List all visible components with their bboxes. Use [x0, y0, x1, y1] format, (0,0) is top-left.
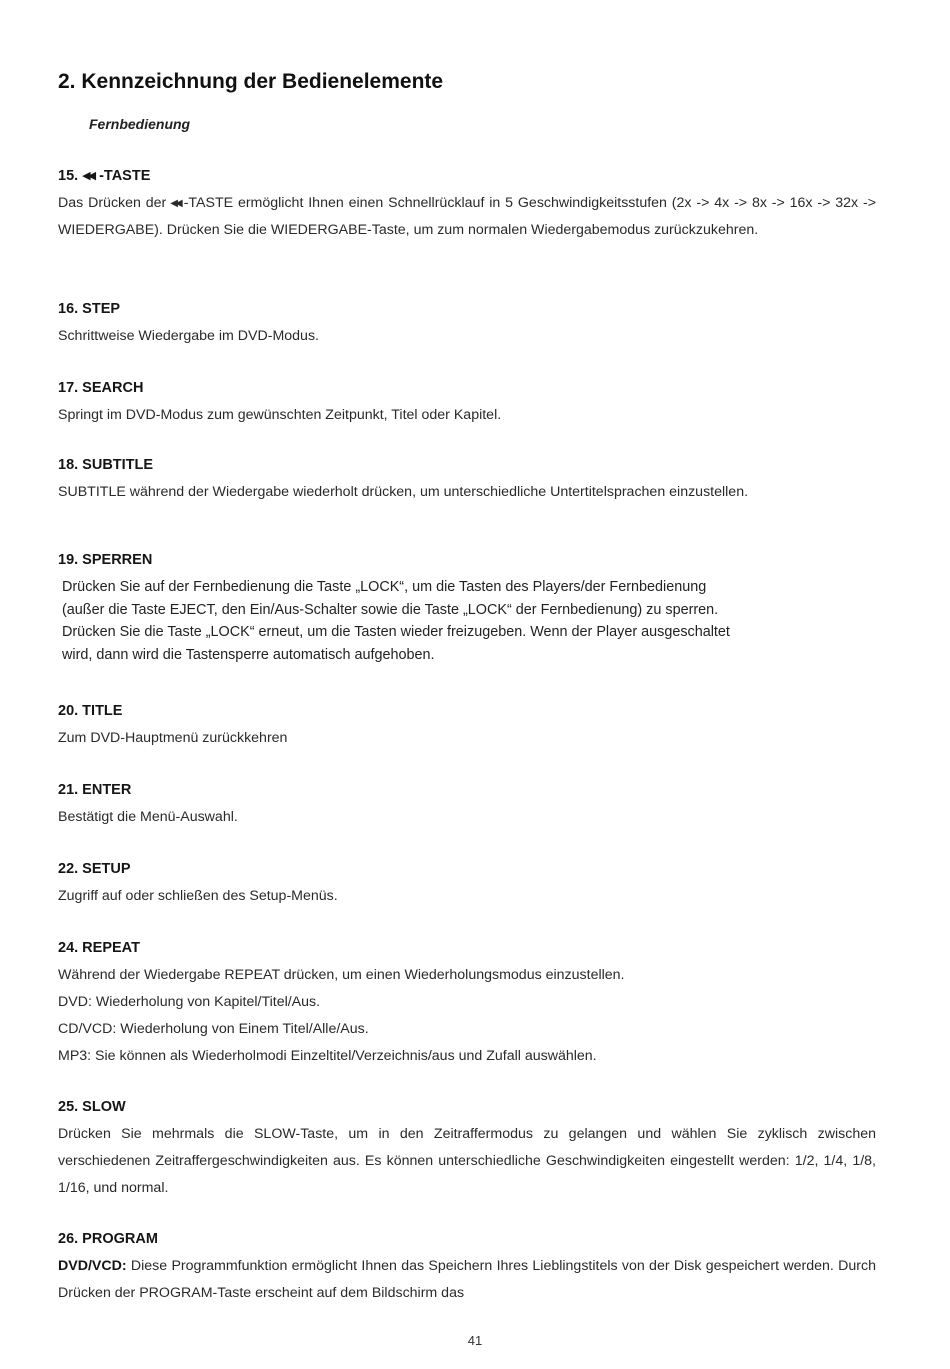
section-heading: 21. ENTER — [58, 782, 132, 798]
body-line: wird, dann wird die Tastensperre automatisch aufgehoben. — [62, 646, 435, 663]
section-heading: 26. PROGRAM — [58, 1231, 158, 1247]
section-16-step — [58, 299, 876, 350]
section-heading: 19. SPERREN — [58, 552, 153, 568]
section-heading: 22. SETUP — [58, 861, 131, 877]
body-text-after-icon: -TASTE ermöglicht Ihnen einen Schnellrücklauf in 5 Geschwindigkeitsstufen (2x -> 4x -> 8x -> 16x -> 32x -> WIEDERGABE). Drücken Sie die WIEDERGABE-Taste, um zum normalen Wiedergabemodus zurückzukehren. — [58, 195, 877, 238]
section-body: Bestätigt die Menü-Auswahl. — [58, 809, 238, 825]
section-heading: 16. STEP — [58, 301, 121, 317]
section-20-title — [58, 701, 876, 752]
body-line: CD/VCD: Wiederholung von Einem Titel/Alle/Aus. — [58, 1021, 369, 1037]
section-body — [58, 190, 876, 244]
chapter-title: 2. Kennzeichnung der Bedienelemente — [58, 70, 444, 93]
section-19-sperren — [58, 550, 938, 666]
body-text-before-icon: Das Drücken der — [58, 195, 167, 211]
section-22-setup — [58, 859, 876, 910]
section-body: Zum DVD-Hauptmenü zurückkehren — [58, 730, 288, 746]
page-number: 41 — [467, 1333, 483, 1348]
section-heading: 17. SEARCH — [58, 380, 144, 396]
section-21-enter — [58, 780, 876, 831]
body-line: Drücken Sie auf der Fernbedienung die Taste „LOCK“, um die Tasten des Players/der Fernbedienung — [62, 579, 707, 595]
section-heading-text: -TASTE — [99, 168, 151, 184]
section-26-program — [58, 1229, 876, 1307]
section-heading: 20. TITLE — [58, 703, 123, 719]
body-line: MP3: Sie können als Wiederholmodi Einzeltitel/Verzeichnis/aus und Zufall auswählen. — [58, 1048, 597, 1064]
body-line: Drücken Sie die Taste „LOCK“ erneut, um die Tasten wieder freizugeben. Wenn der Player ausgeschaltet — [62, 624, 730, 640]
body-line: Während der Wiedergabe REPEAT drücken, um einen Wiederholungsmodus einzustellen. — [58, 967, 625, 983]
section-body: SUBTITLE während der Wiedergabe wiederholt drücken, um unterschiedliche Untertitelsprachen einzustellen. — [58, 484, 749, 500]
section-body — [58, 962, 876, 1070]
section-body: Zugriff auf oder schließen des Setup-Menüs. — [58, 888, 338, 904]
chapter-subtitle: Fernbedienung — [89, 116, 191, 132]
section-number: 15. — [58, 168, 79, 184]
body-text: Diese Programmfunktion ermöglicht Ihnen das Speichern Ihres Lieblingstitels von der Disk gespeichert werden. Durch Drücken der PROGRAM-Taste erscheint auf dem Bildschirm das — [58, 1258, 876, 1301]
section-body — [62, 576, 938, 666]
body-line: (außer die Taste EJECT, den Ein/Aus-Schalter sowie die Taste „LOCK“ der Fernbedienung) zu sperren. — [62, 601, 719, 618]
rewind-icon: ◀◀ — [82, 170, 94, 182]
body-lead: DVD/VCD: — [58, 1258, 127, 1274]
section-18-subtitle — [58, 455, 876, 506]
section-25-slow — [58, 1097, 876, 1202]
section-17-search — [58, 378, 876, 429]
rewind-icon: ◀◀ — [170, 198, 180, 209]
section-body: Springt im DVD-Modus zum gewünschten Zeitpunkt, Titel oder Kapitel. — [58, 407, 502, 423]
section-heading: 25. SLOW — [58, 1099, 126, 1115]
section-body: Schrittweise Wiedergabe im DVD-Modus. — [58, 328, 319, 344]
section-heading: 24. REPEAT — [58, 940, 140, 956]
section-body — [58, 1253, 876, 1307]
section-body: Drücken Sie mehrmals die SLOW-Taste, um in den Zeitraffermodus zu gelangen und wählen Sie zyklisch zwischen verschiedenen Zeitraffergeschwindigkeiten aus. Es können unterschiedliche Geschwindigkeiten eingestellt werden: 1/2, 1/4, 1/8, 1/16, und normal. — [58, 1126, 876, 1196]
section-15-rewind — [58, 166, 876, 244]
body-line: DVD: Wiederholung von Kapitel/Titel/Aus. — [58, 994, 321, 1010]
section-heading — [58, 166, 876, 186]
section-heading: 18. SUBTITLE — [58, 457, 154, 473]
section-24-repeat — [58, 938, 876, 1070]
